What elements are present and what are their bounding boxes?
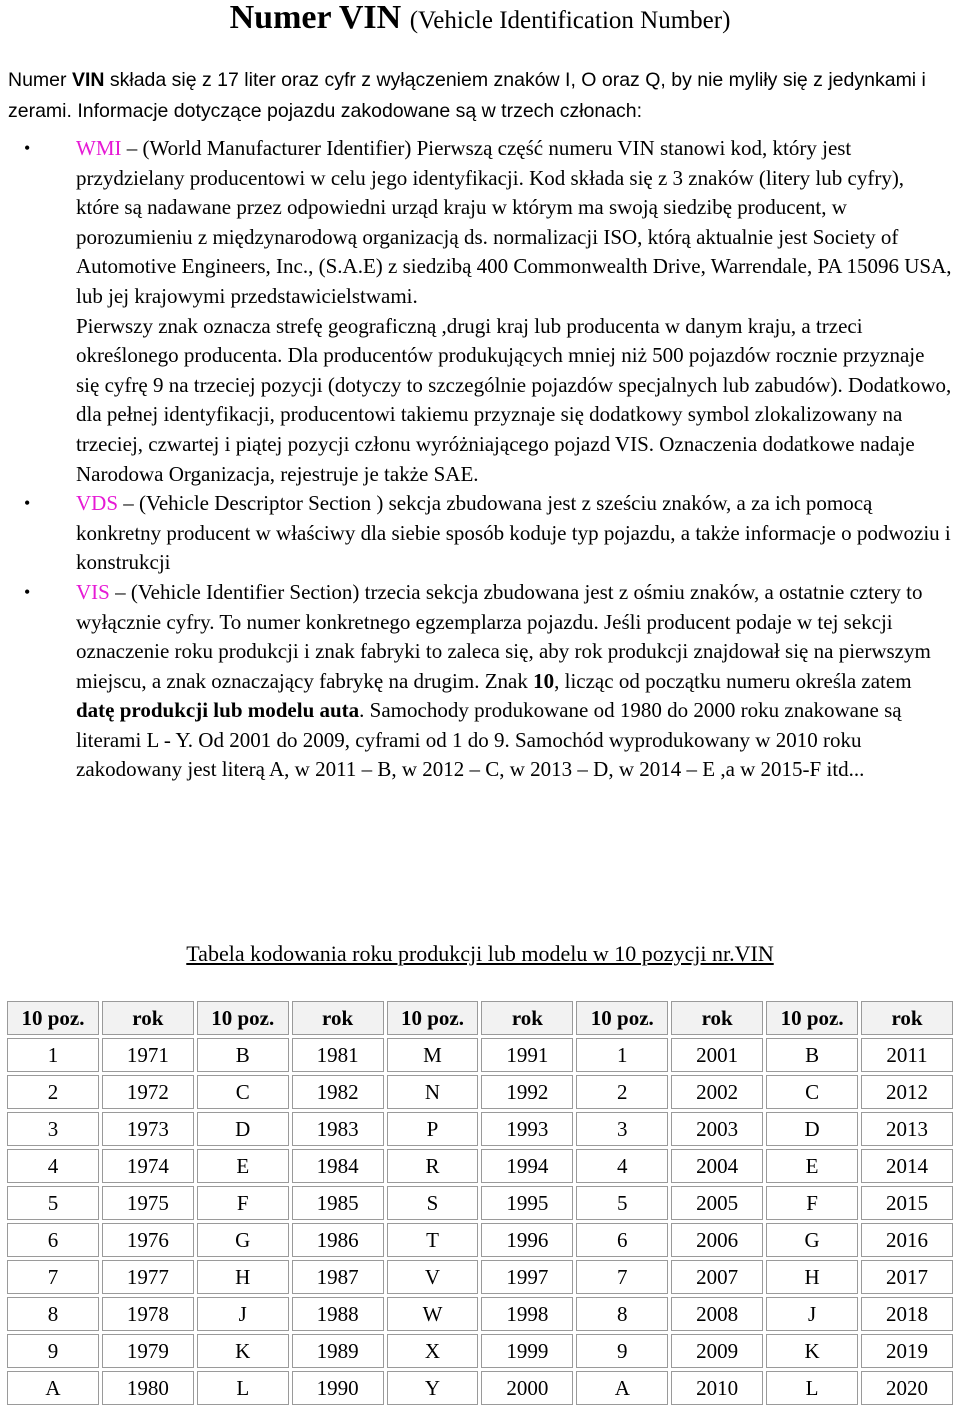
cell-year: 1993	[481, 1112, 573, 1146]
table-row	[7, 1149, 953, 1183]
vis-text-c: , licząc od początku numeru określa zatem	[554, 668, 912, 693]
table-row	[7, 1260, 953, 1294]
title-main: Numer VIN	[229, 0, 402, 36]
cell-year: 2018	[861, 1297, 953, 1331]
cell-code: 3	[7, 1112, 99, 1146]
cell-code: K	[766, 1334, 858, 1368]
table-caption: Tabela kodowania roku produkcji lub modelu w 10 pozycji nr.VIN	[186, 941, 774, 966]
cell-code: B	[766, 1038, 858, 1072]
section-vds	[24, 489, 952, 578]
column-header-year: rok	[671, 1001, 763, 1035]
vds-keyword: VDS	[76, 491, 119, 516]
column-header-year: rok	[481, 1001, 573, 1035]
cell-year: 1988	[292, 1297, 384, 1331]
cell-year: 1974	[102, 1149, 194, 1183]
vis-keyword: VIS	[76, 579, 110, 604]
cell-code: 7	[7, 1260, 99, 1294]
cell-year: 1982	[292, 1075, 384, 1109]
cell-code: A	[576, 1371, 668, 1405]
cell-code: H	[197, 1260, 289, 1294]
cell-code: 4	[7, 1149, 99, 1183]
wmi-keyword: WMI	[76, 136, 122, 160]
cell-year: 1971	[102, 1038, 194, 1072]
cell-year: 1998	[481, 1297, 573, 1331]
cell-code: C	[197, 1075, 289, 1109]
vis-text-b: 10	[533, 668, 555, 693]
cell-code: A	[7, 1371, 99, 1405]
cell-year: 2015	[861, 1186, 953, 1220]
bullet-icon: •	[24, 581, 31, 602]
cell-code: 6	[7, 1223, 99, 1257]
cell-code: T	[387, 1223, 479, 1257]
cell-code: G	[766, 1223, 858, 1257]
cell-code: P	[387, 1112, 479, 1146]
page-title	[0, 0, 960, 39]
table-row	[7, 1334, 953, 1368]
cell-year: 1986	[292, 1223, 384, 1257]
cell-year: 1999	[481, 1334, 573, 1368]
vis-text-e: . Samochody produkowane od 1980 do 2000 roku znakowane są literami L - Y. Od 2001 do 2009, cyframi od 1 do 9. Samochód wyprodukowany w 2010 roku zakodowany jest literą A, w 2011 – B, w 2012 – C, w 2013 – D, w 2014 – E ,a w 2015-F itd...	[76, 698, 902, 782]
cell-year: 1976	[102, 1223, 194, 1257]
cell-code: 5	[7, 1186, 99, 1220]
cell-year: 2001	[671, 1038, 763, 1072]
intro-text-c: Informacje dotyczące pojazdu zakodowane są w trzech członach:	[71, 99, 643, 122]
cell-code: X	[387, 1334, 479, 1368]
wmi-text-b: Kod składa się z 3 znaków (litery lub cyfry), które są nadawane przez odpowiedni urząd kraju w którym ma swoją siedzibę producent, w porozumieniu z międzynarodową organizacją ds. normalizacji ISO, którą aktualnie jest Society of Automotive Engineers, Inc., (S.A.E) z siedzibą 400 Commonwealth Drive, Warrendale, PA 15096 USA, lub jej krajowymi przedstawicielstwami.	[76, 165, 952, 308]
cell-year: 1985	[292, 1186, 384, 1220]
table-row	[7, 1038, 953, 1072]
cell-code: 9	[7, 1334, 99, 1368]
cell-code: 8	[576, 1297, 668, 1331]
column-header-year: rok	[861, 1001, 953, 1035]
cell-code: J	[197, 1297, 289, 1331]
cell-code: M	[387, 1038, 479, 1072]
cell-year: 1991	[481, 1038, 573, 1072]
cell-year: 1997	[481, 1260, 573, 1294]
cell-code: F	[197, 1186, 289, 1220]
column-header-code: 10 poz.	[766, 1001, 858, 1035]
cell-code: H	[766, 1260, 858, 1294]
cell-year: 1977	[102, 1260, 194, 1294]
cell-code: 5	[576, 1186, 668, 1220]
cell-code: 9	[576, 1334, 668, 1368]
cell-code: K	[197, 1334, 289, 1368]
cell-year: 2004	[671, 1149, 763, 1183]
wmi-text-c: Pierwszy znak oznacza strefę geograficzną ,drugi kraj lub producenta w danym kraju, a trzeci określonego producenta. Dla producentów produkujących mniej niż 500 pojazdów rocznie przyznaje się cyfrę 9 na trzeciej pozycji (dotyczy to szczególnie pojazdów specjalnych lub zabudów). Dodatkowo, dla pełnej identyfikacji, producentowi takiemu przyznaje się dodatkowy symbol zlokalizowany na trzeciej, czwartej i piątej pozycji członu wyróżniającego pojazd VIS. Oznaczenia dodatkowe nadaje Narodowa Organizacja, rejestruje je także SAE.	[76, 313, 952, 486]
cell-code: G	[197, 1223, 289, 1257]
cell-year: 2010	[671, 1371, 763, 1405]
cell-code: S	[387, 1186, 479, 1220]
cell-year: 2000	[481, 1371, 573, 1405]
vin-sections-list	[0, 134, 952, 785]
cell-code: 4	[576, 1149, 668, 1183]
cell-code: D	[197, 1112, 289, 1146]
intro-text-a: Numer	[8, 69, 72, 91]
intro-paragraph	[8, 65, 948, 126]
cell-year: 1989	[292, 1334, 384, 1368]
cell-year: 1980	[102, 1371, 194, 1405]
column-header-code: 10 poz.	[387, 1001, 479, 1035]
cell-year: 1996	[481, 1223, 573, 1257]
cell-code: N	[387, 1075, 479, 1109]
cell-year: 1973	[102, 1112, 194, 1146]
cell-year: 1984	[292, 1149, 384, 1183]
cell-code: D	[766, 1112, 858, 1146]
cell-year: 1972	[102, 1075, 194, 1109]
cell-code: L	[766, 1371, 858, 1405]
cell-code: C	[766, 1075, 858, 1109]
cell-year: 1994	[481, 1149, 573, 1183]
bullet-icon: •	[24, 493, 31, 514]
cell-year: 2002	[671, 1075, 763, 1109]
cell-code: V	[387, 1260, 479, 1294]
cell-year: 2016	[861, 1223, 953, 1257]
section-vis	[24, 578, 952, 785]
section-wmi	[24, 134, 952, 489]
year-coding-table	[4, 998, 956, 1408]
column-header-code: 10 poz.	[197, 1001, 289, 1035]
table-row	[7, 1297, 953, 1331]
bullet-icon: •	[24, 138, 31, 158]
column-header-code: 10 poz.	[7, 1001, 99, 1035]
intro-text-b: składa się z 17 liter oraz cyfr z wyłączeniem znaków I, O oraz Q, by nie myliły się z jedynkami i zerami.	[8, 69, 926, 122]
cell-year: 2012	[861, 1075, 953, 1109]
cell-year: 1978	[102, 1297, 194, 1331]
cell-year: 2008	[671, 1297, 763, 1331]
cell-year: 2019	[861, 1334, 953, 1368]
cell-code: 6	[576, 1223, 668, 1257]
title-subtitle: (Vehicle Identification Number)	[409, 7, 731, 34]
cell-code: E	[197, 1149, 289, 1183]
cell-year: 2014	[861, 1149, 953, 1183]
cell-code: J	[766, 1297, 858, 1331]
column-header-code: 10 poz.	[576, 1001, 668, 1035]
cell-code: 3	[576, 1112, 668, 1146]
cell-year: 1981	[292, 1038, 384, 1072]
cell-year: 1983	[292, 1112, 384, 1146]
cell-year: 1992	[481, 1075, 573, 1109]
table-row	[7, 1371, 953, 1405]
cell-year: 2005	[671, 1186, 763, 1220]
cell-code: 8	[7, 1297, 99, 1331]
cell-code: L	[197, 1371, 289, 1405]
cell-year: 2006	[671, 1223, 763, 1257]
cell-year: 1979	[102, 1334, 194, 1368]
vis-text-d: datę produkcji lub modelu auta	[76, 698, 360, 723]
table-row	[7, 1075, 953, 1109]
vds-text: – (Vehicle Descriptor Section ) sekcja zbudowana jest z sześciu znaków, a za ich pomocą konkretny producent w właściwy dla siebie sposób koduje typ pojazdu, a także informacje o podwoziu i konstrukcji	[76, 491, 951, 575]
wmi-text-a: – (World Manufacturer Identifier) Pierwszą część numeru VIN stanowi kod, który jest przydzielany producentowi w celu jego identyfikacji.	[76, 136, 852, 190]
cell-year: 1975	[102, 1186, 194, 1220]
cell-code: 2	[576, 1075, 668, 1109]
intro-vin: VIN	[71, 69, 105, 91]
cell-code: W	[387, 1297, 479, 1331]
column-header-year: rok	[102, 1001, 194, 1035]
cell-year: 1987	[292, 1260, 384, 1294]
table-row	[7, 1223, 953, 1257]
cell-code: R	[387, 1149, 479, 1183]
cell-code: 7	[576, 1260, 668, 1294]
cell-code: 2	[7, 1075, 99, 1109]
table-row	[7, 1112, 953, 1146]
cell-code: B	[197, 1038, 289, 1072]
cell-code: E	[766, 1149, 858, 1183]
vis-text-a: – (Vehicle Identifier Section) trzecia sekcja zbudowana jest z ośmiu znaków, a ostatnie cztery to wyłącznie cyfry. To numer konkretnego egzemplarza pojazdu. Jeśli producent podaje w tej sekcji oznaczenie roku produkcji i znak fabryki to zaleca się, aby rok produkcji znajdował się na pierwszym miejscu, a znak oznaczający fabrykę na drugim. Znak	[76, 579, 931, 693]
cell-year: 2007	[671, 1260, 763, 1294]
column-header-year: rok	[292, 1001, 384, 1035]
cell-year: 2017	[861, 1260, 953, 1294]
cell-year: 1995	[481, 1186, 573, 1220]
cell-year: 2013	[861, 1112, 953, 1146]
cell-year: 2020	[861, 1371, 953, 1405]
cell-year: 2011	[861, 1038, 953, 1072]
table-header-row	[7, 1001, 953, 1035]
table-row	[7, 1186, 953, 1220]
cell-year: 2003	[671, 1112, 763, 1146]
cell-year: 2009	[671, 1334, 763, 1368]
cell-code: 1	[576, 1038, 668, 1072]
cell-code: 1	[7, 1038, 99, 1072]
cell-code: F	[766, 1186, 858, 1220]
cell-year: 1990	[292, 1371, 384, 1405]
cell-code: Y	[387, 1371, 479, 1405]
